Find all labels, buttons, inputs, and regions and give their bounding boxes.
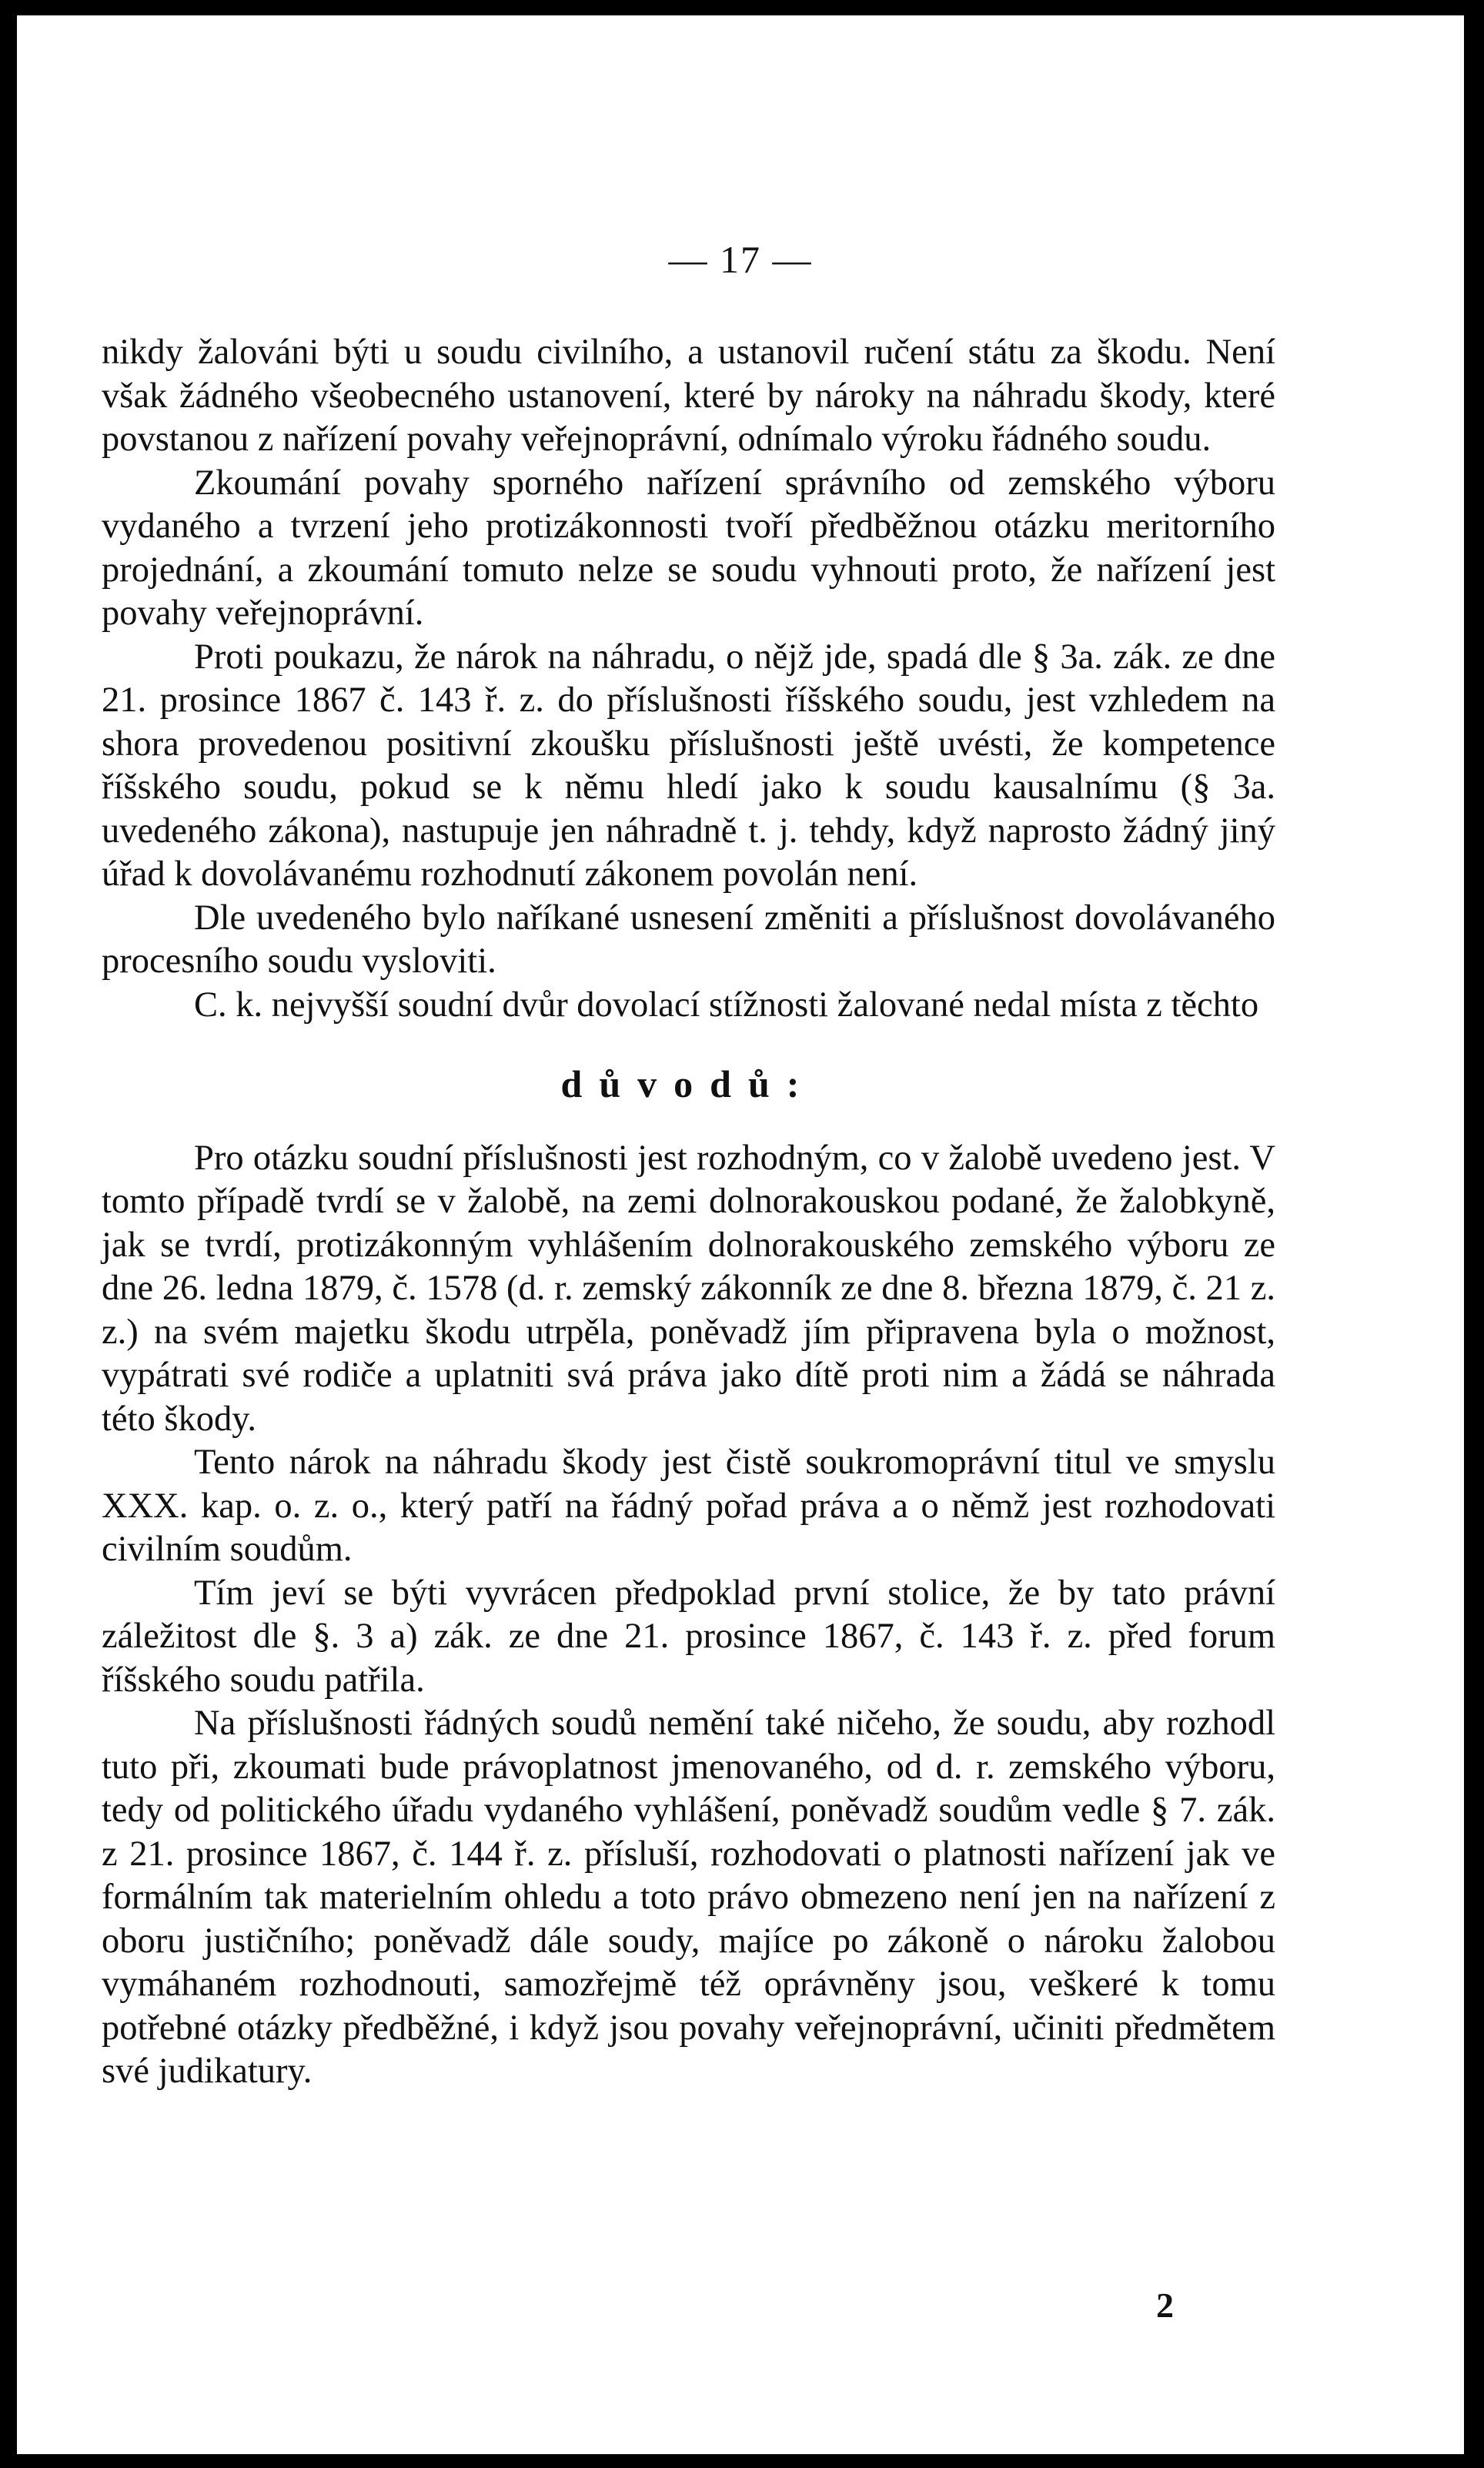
scanned-page bbox=[17, 15, 1464, 2454]
paragraph: Tím jeví se býti vyvrácen předpoklad první stolice, že by tato právní záležitost dle §. 3 a) zák. ze dne 21. prosince 1867, č. 143 ř. z. před forum říšského soudu patřila. bbox=[102, 1573, 1275, 1700]
paragraph: C. k. nejvyšší soudní dvůr dovolací stížnosti žalované nedal místa z těchto bbox=[194, 985, 1259, 1025]
paragraph: nikdy žalováni býti u soudu civilního, a ustanovil ručení státu za škodu. Není však žádného všeobecného ustanovení, které by nároky na náhradu škody, které povstanou z nařízení povahy veřejnoprávní, odnímalo výroku řádného soudu. bbox=[102, 333, 1275, 459]
paragraph: Zkoumání povahy sporného nařízení správního od zemského výboru vydaného a tvrzení jeho protizákonnosti tvoří předběžnou otázku meritorního projednání, a zkoumání tomuto nelze se soudu vyhnouti proto, že nařízení jest povahy veřejnoprávní. bbox=[102, 463, 1275, 633]
paragraph: Na příslušnosti řádných soudů nemění také ničeho, že soudu, aby rozhodl tuto při, zkoumati bude právoplatnost jmenovaného, od d. r. zemského výboru, tedy od politického úřadu vydaného vyhlášení, poněvadž soudům vedle § 7. zák. z 21. prosince 1867, č. 144 ř. z. přísluší, rozhodovati o platnosti nařízení jak ve formálním tak materielním ohledu a toto právo obmezeno není jen na nařízení z oboru justičního; poněvadž dále soudy, majíce po zákoně o nároku žalobou vymáhaném rozhodnouti, samozřejmě též oprávněny jsou, veškeré k tomu potřebné otázky předběžné, i když jsou povahy veřejnoprávní, učiniti předmětem své judikatury. bbox=[102, 1704, 1275, 2091]
signature-mark: 2 bbox=[1156, 2286, 1174, 2325]
paragraph: Pro otázku soudní příslušnosti jest rozhodným, co v žalobě uvedeno jest. V tomto případě tvrdí se v žalobě, na zemi dolnorakouskou podané, že žalobkyně, jak se tvrdí, protizákonným vyhlášením dolnorakouského zemského výboru ze dne 26. ledna 1879, č. 1578 (d. r. zemský zákonník ze dne 8. března 1879, č. 21 z. z.) na svém majetku škodu utrpěla, poněvadž jím připravena byla o možnost, vypátrati své rodiče a uplatniti svá práva jako dítě proti nim a žádá se náhrada této škody. bbox=[102, 1138, 1275, 1439]
paragraph: Tento nárok na náhradu škody jest čistě soukromoprávní titul ve smyslu XXX. kap. o. z. o., který patří na řádný pořad práva a o němž jest rozhodovati civilním soudům. bbox=[102, 1443, 1275, 1569]
body-text bbox=[102, 331, 1275, 2094]
section-heading: důvodů: bbox=[560, 1062, 817, 1105]
paragraph: Dle uvedeného bylo naříkané usnesení změniti a příslušnost dovolávaného procesního soudu vysloviti. bbox=[102, 898, 1275, 981]
paragraph: Proti poukazu, že nárok na náhradu, o nějž jde, spadá dle § 3a. zák. ze dne 21. prosince 1867 č. 143 ř. z. do příslušnosti říšského soudu, jest vzhledem na shora provedenou positivní zkoušku příslušnosti ještě uvésti, že kompetence říšského soudu, pokud se k němu hledí jako k soudu kausalnímu (§ 3a. uvedeného zákona), nastupuje jen náhradně t. j. tehdy, když naprosto žádný jiný úřad k dovolávanému rozhodnutí zákonem povolán není. bbox=[102, 637, 1275, 894]
page-number: — 17 — bbox=[668, 238, 813, 281]
